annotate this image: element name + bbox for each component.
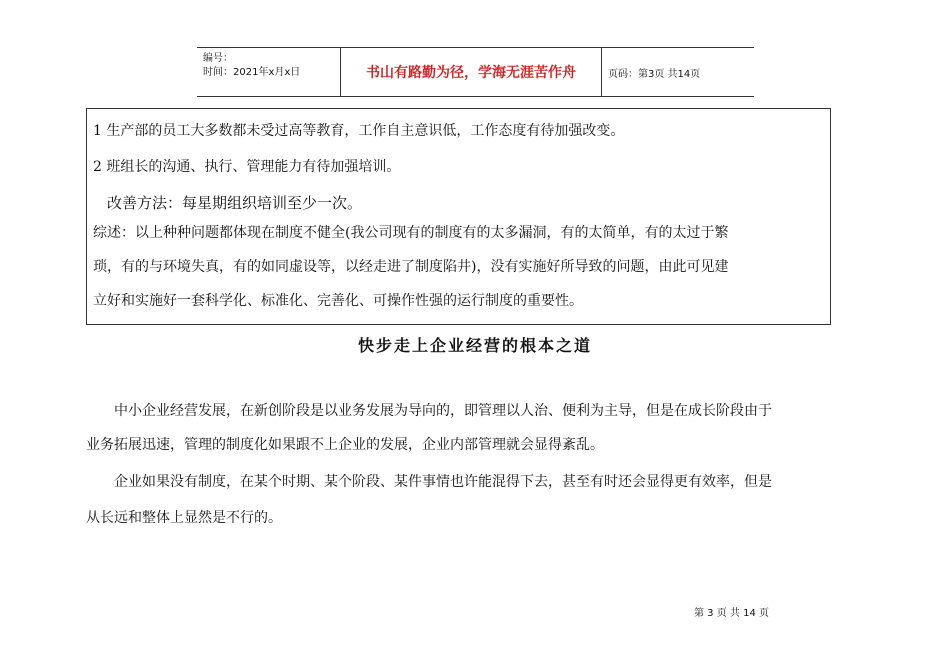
paragraph-1-line-1: 中小企业经营发展，在新创阶段是以业务发展为导向的，即管理以人治、便利为主导，但是在成长阶段由于	[114, 403, 772, 419]
improvement-method: 改善方法：每星期组织培训至少一次。	[107, 194, 363, 212]
issues-box	[86, 108, 831, 325]
paragraph-1-line-2: 业务拓展迅速，管理的制度化如果跟不上企业的发展，企业内部管理就会显得紊乱。	[86, 437, 604, 453]
summary-line-3: 立好和实施好一套科学化、标准化、完善化、可操作性强的运行制度的重要性。	[93, 293, 583, 309]
issue-line-2: 2 班组长的沟通、执行、管理能力有待加强培训。	[93, 159, 401, 175]
summary-line-1: 综述：以上种种问题都体现在制度不健全(我公司现有的制度有的太多漏洞，有的太简单，有的太过于繁	[93, 225, 729, 241]
header-meta-cell	[197, 48, 340, 96]
section-title: 快步走上企业经营的根本之道	[357, 336, 592, 355]
paragraph-2-line-2: 从长远和整体上显然是不行的。	[86, 510, 282, 526]
header-page-info: 页码：第3页 共14页	[608, 68, 701, 80]
page-footer: 第 3 页 共 14 页	[694, 608, 769, 619]
time-label: 时间：2021年x月x日	[203, 67, 301, 78]
page-header	[197, 47, 754, 97]
number-label: 编号：	[203, 53, 233, 64]
issue-line-1: 1 生产部的员工大多数都未受过高等教育，工作自主意识低，工作态度有待加强改变。	[93, 123, 625, 139]
summary-line-2: 琐，有的与环境失真，有的如同虚设等，以经走进了制度陷井)，没有实施好所导致的问题，由此可见建	[93, 259, 729, 275]
paragraph-2-line-1: 企业如果没有制度，在某个时期、某个阶段、某件事情也许能混得下去，甚至有时还会显得更有效率，但是	[114, 474, 772, 490]
header-motto: 书山有路勤为径，学海无涯苦作舟	[340, 48, 602, 96]
